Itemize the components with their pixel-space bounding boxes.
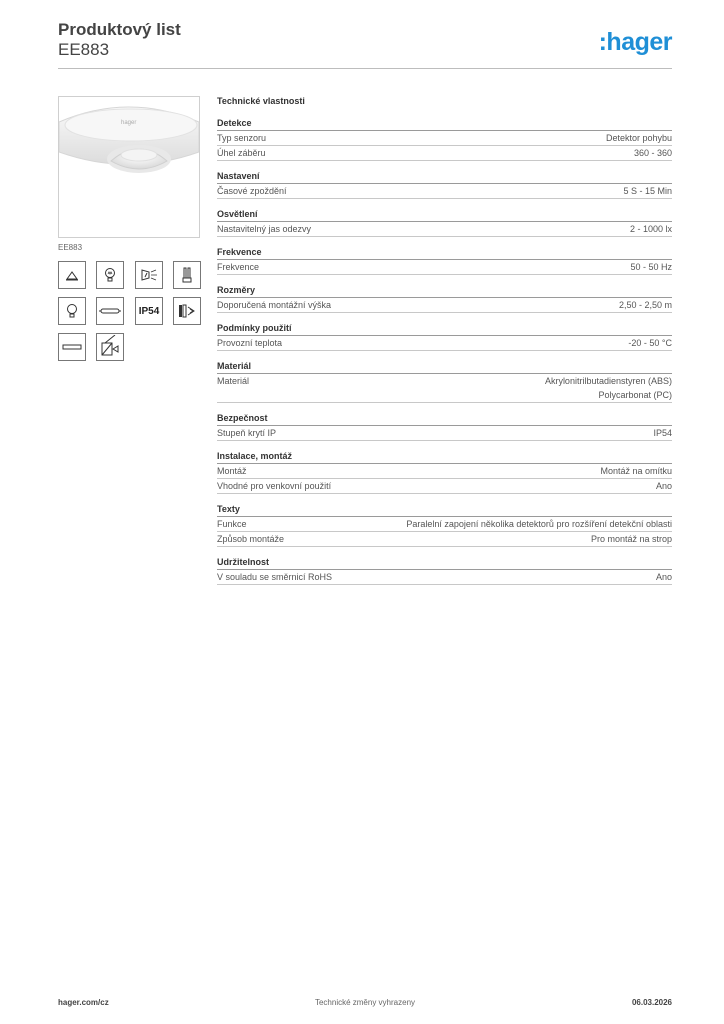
spec-value-line: Montáž na omítku: [600, 466, 672, 476]
spec-value-line: Pro montáž na strop: [590, 534, 672, 544]
spec-group: [217, 283, 672, 313]
spec-value: [623, 184, 672, 198]
spec-row: [217, 146, 672, 161]
spec-value-line: Paralelní zapojení několika detektorů pro rozšíření detekční oblasti: [406, 519, 672, 529]
spec-group-title: Bezpečnost: [217, 411, 672, 426]
spec-label: Úhel záběru: [217, 148, 266, 158]
spec-row: [217, 517, 672, 532]
spec-row: [217, 570, 672, 585]
spec-value: [653, 426, 672, 440]
spec-value-line: Akrylonitrilbutadienstyren (ABS): [544, 376, 672, 386]
spec-group: [217, 449, 672, 494]
spec-group-title: Materiál: [217, 359, 672, 374]
spec-row: [217, 131, 672, 146]
spec-value: [545, 374, 672, 402]
specs-section-title: Technické vlastnosti: [217, 96, 305, 106]
spec-label: Nastavitelný jas odezvy: [217, 224, 312, 234]
spec-group-title: Texty: [217, 502, 672, 517]
spec-group-title: Osvětlení: [217, 207, 672, 222]
motion-detector-image: [59, 97, 199, 237]
spec-group-title: Detekce: [217, 116, 672, 131]
footer-website: hager.com/cz: [58, 998, 109, 1007]
spec-value: [630, 222, 672, 236]
spec-label: Montáž: [217, 466, 247, 476]
spec-value: [628, 336, 672, 350]
technical-specs: [217, 95, 672, 593]
spec-group-title: Podmínky použití: [217, 321, 672, 336]
spec-value-line: -20 - 50 °C: [628, 338, 672, 348]
spec-value-line: 360 - 360: [633, 148, 672, 158]
spec-group-title: Instalace, montáž: [217, 449, 672, 464]
hager-logo: :hager: [598, 28, 672, 56]
spec-label: Doporučená montážní výška: [217, 300, 332, 310]
spec-row: [217, 374, 672, 403]
spec-group: [217, 207, 672, 237]
spec-row: [217, 222, 672, 237]
spec-value-line: 2 - 1000 lx: [629, 224, 672, 234]
ceiling-mount-icon: [58, 261, 86, 289]
spec-row: [217, 464, 672, 479]
document-title: Produktový list: [58, 20, 181, 39]
spec-value: [634, 146, 672, 160]
spec-row: [217, 532, 672, 547]
spec-label: Vhodné pro venkovní použití: [217, 481, 332, 491]
spec-row: [217, 479, 672, 494]
svg-text:hager: hager: [121, 120, 137, 126]
led-lamp-icon: [173, 297, 201, 325]
footer-date: 06.03.2026: [631, 998, 672, 1007]
spec-row: [217, 184, 672, 199]
spec-group: [217, 359, 672, 403]
spec-value: [600, 464, 672, 478]
spec-value-line: Ano: [655, 572, 672, 582]
spec-label: Funkce: [217, 519, 247, 529]
spec-value-line: 2,50 - 2,50 m: [618, 300, 672, 310]
spec-value: [606, 131, 672, 145]
spec-value-line: 50 - 50 Hz: [630, 262, 672, 272]
spec-value: [619, 298, 672, 312]
motor-load-icon: [96, 333, 124, 361]
spec-group: [217, 245, 672, 275]
ip54-badge-icon: [135, 297, 163, 325]
page-footer: [58, 998, 672, 1010]
document-header: [58, 20, 181, 60]
spec-groups: [217, 116, 672, 585]
linear-lamp-icon: [58, 333, 86, 361]
spec-label: Frekvence: [217, 262, 260, 272]
product-image: [58, 96, 200, 238]
header-divider: [58, 68, 672, 69]
incandescent-lamp-icon: [96, 261, 124, 289]
spec-row: [217, 426, 672, 441]
spec-group: [217, 502, 672, 547]
image-caption: EE883: [58, 243, 83, 252]
fluorescent-lamp-icon: [173, 261, 201, 289]
spec-value-line: IP54: [653, 428, 672, 438]
spec-group-title: Frekvence: [217, 245, 672, 260]
fluorescent-tube-icon: [96, 297, 124, 325]
spec-value: [656, 479, 672, 493]
footer-note: Technické změny vyhrazeny: [314, 998, 416, 1007]
spec-label: Časové zpoždění: [217, 186, 287, 196]
product-code: EE883: [58, 40, 110, 59]
ip-rating-label: IP54: [138, 305, 160, 317]
spec-row: [217, 336, 672, 351]
spec-label: V souladu se směrnicí RoHS: [217, 572, 333, 582]
spec-group-title: Rozměry: [217, 283, 672, 298]
spec-label: Stupeň krytí IP: [217, 428, 277, 438]
spec-value-line: Ano: [655, 481, 672, 491]
spec-label: Způsob montáže: [217, 534, 285, 544]
spec-group: [217, 116, 672, 161]
spec-group: [217, 411, 672, 441]
spec-group: [217, 169, 672, 199]
spec-label: Materiál: [217, 376, 250, 386]
spec-group-title: Udržitelnost: [217, 555, 672, 570]
spec-label: Typ senzoru: [217, 133, 267, 143]
spec-value-line: Detektor pohybu: [605, 133, 672, 143]
spec-value: [656, 570, 672, 584]
spec-label: Provozní teplota: [217, 338, 283, 348]
spec-value-line: Polycarbonat (PC): [598, 390, 672, 400]
light-bulb-icon: [58, 297, 86, 325]
halogen-lamp-icon: [135, 261, 163, 289]
spec-value: [591, 532, 672, 546]
spec-value: [630, 260, 672, 274]
spec-group: [217, 555, 672, 585]
spec-group: [217, 321, 672, 351]
spec-group-title: Nastavení: [217, 169, 672, 184]
spec-value-line: 5 S - 15 Min: [623, 186, 672, 196]
spec-value: [406, 517, 672, 531]
spec-row: [217, 298, 672, 313]
spec-row: [217, 260, 672, 275]
